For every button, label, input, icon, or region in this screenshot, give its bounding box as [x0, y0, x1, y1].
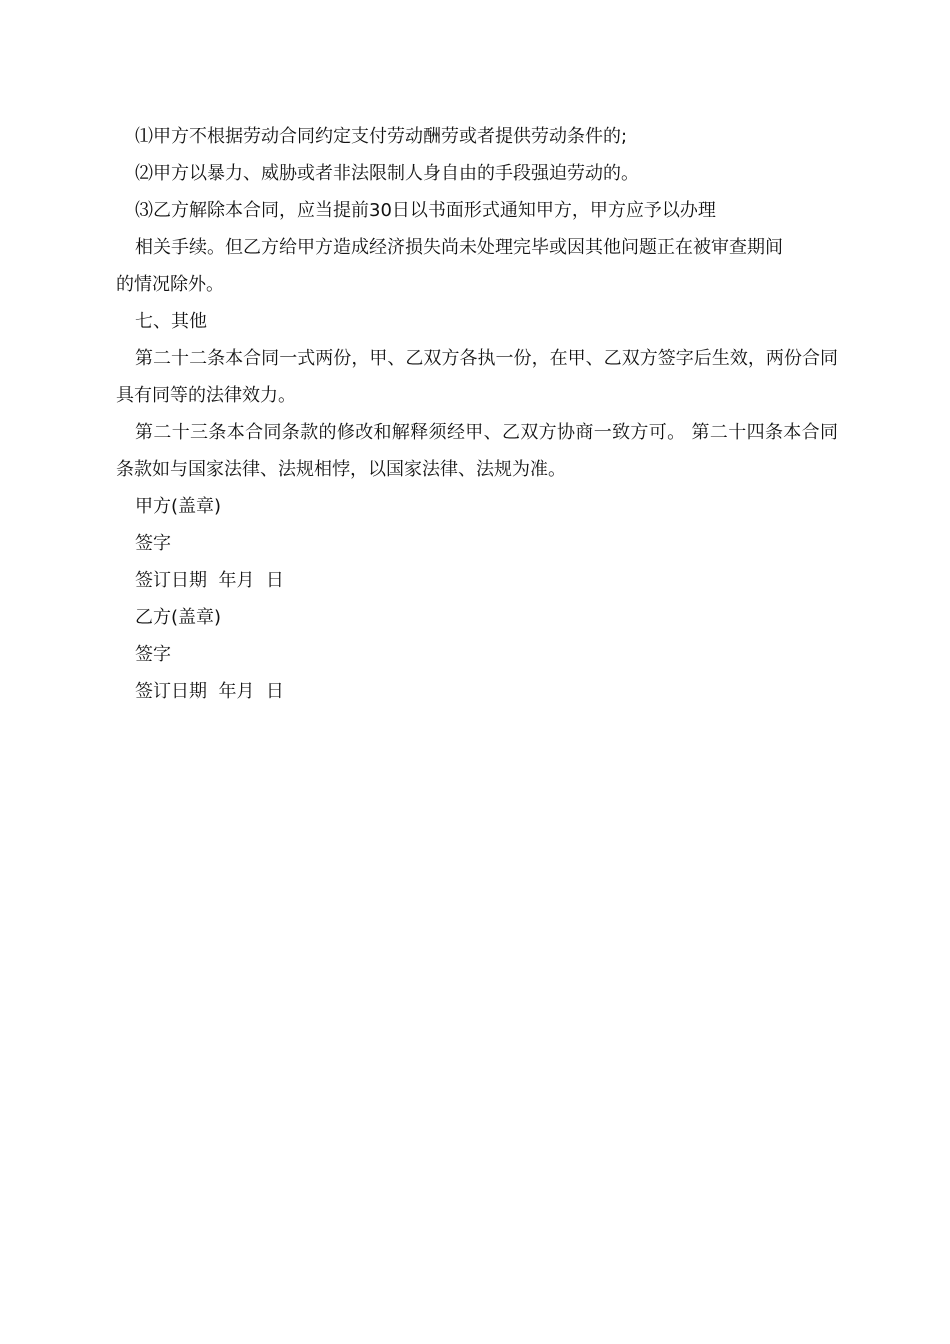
article-23-24: 第二十三条本合同条款的修改和解释须经甲、乙双方协商一致方可。 第二十四条本合同条款如与国家法律、法规相悖，以国家法律、法规为准。: [116, 422, 838, 480]
document-body: [116, 118, 838, 710]
clause-2: ⑵甲方以暴力、威胁或者非法限制人身自由的手段强迫劳动的。: [135, 163, 639, 184]
party-a-seal: 甲方(盖章): [135, 496, 222, 517]
party-a-signature: 签字: [135, 533, 171, 554]
article-22: 第二十二条本合同一式两份，甲、乙双方各执一份，在甲、乙双方签字后生效，两份合同具有同等的法律效力。: [116, 348, 838, 406]
party-b-signature: 签字: [135, 644, 171, 665]
clause-3-line-3: 的情况除外。: [116, 274, 224, 295]
party-b-seal: 乙方(盖章): [135, 607, 222, 628]
clause-1: ⑴甲方不根据劳动合同约定支付劳动酬劳或者提供劳动条件的;: [135, 126, 628, 147]
party-b-date: 签订日期 年月 日: [135, 681, 284, 702]
clause-3-line-1: ⑶乙方解除本合同，应当提前30日以书面形式通知甲方，甲方应予以办理: [135, 200, 716, 221]
party-a-date: 签订日期 年月 日: [135, 570, 284, 591]
section-heading-7: 七、其他: [135, 311, 207, 332]
clause-3-line-2: 相关手续。但乙方给甲方造成经济损失尚未处理完毕或因其他问题正在被审查期间: [135, 237, 783, 258]
